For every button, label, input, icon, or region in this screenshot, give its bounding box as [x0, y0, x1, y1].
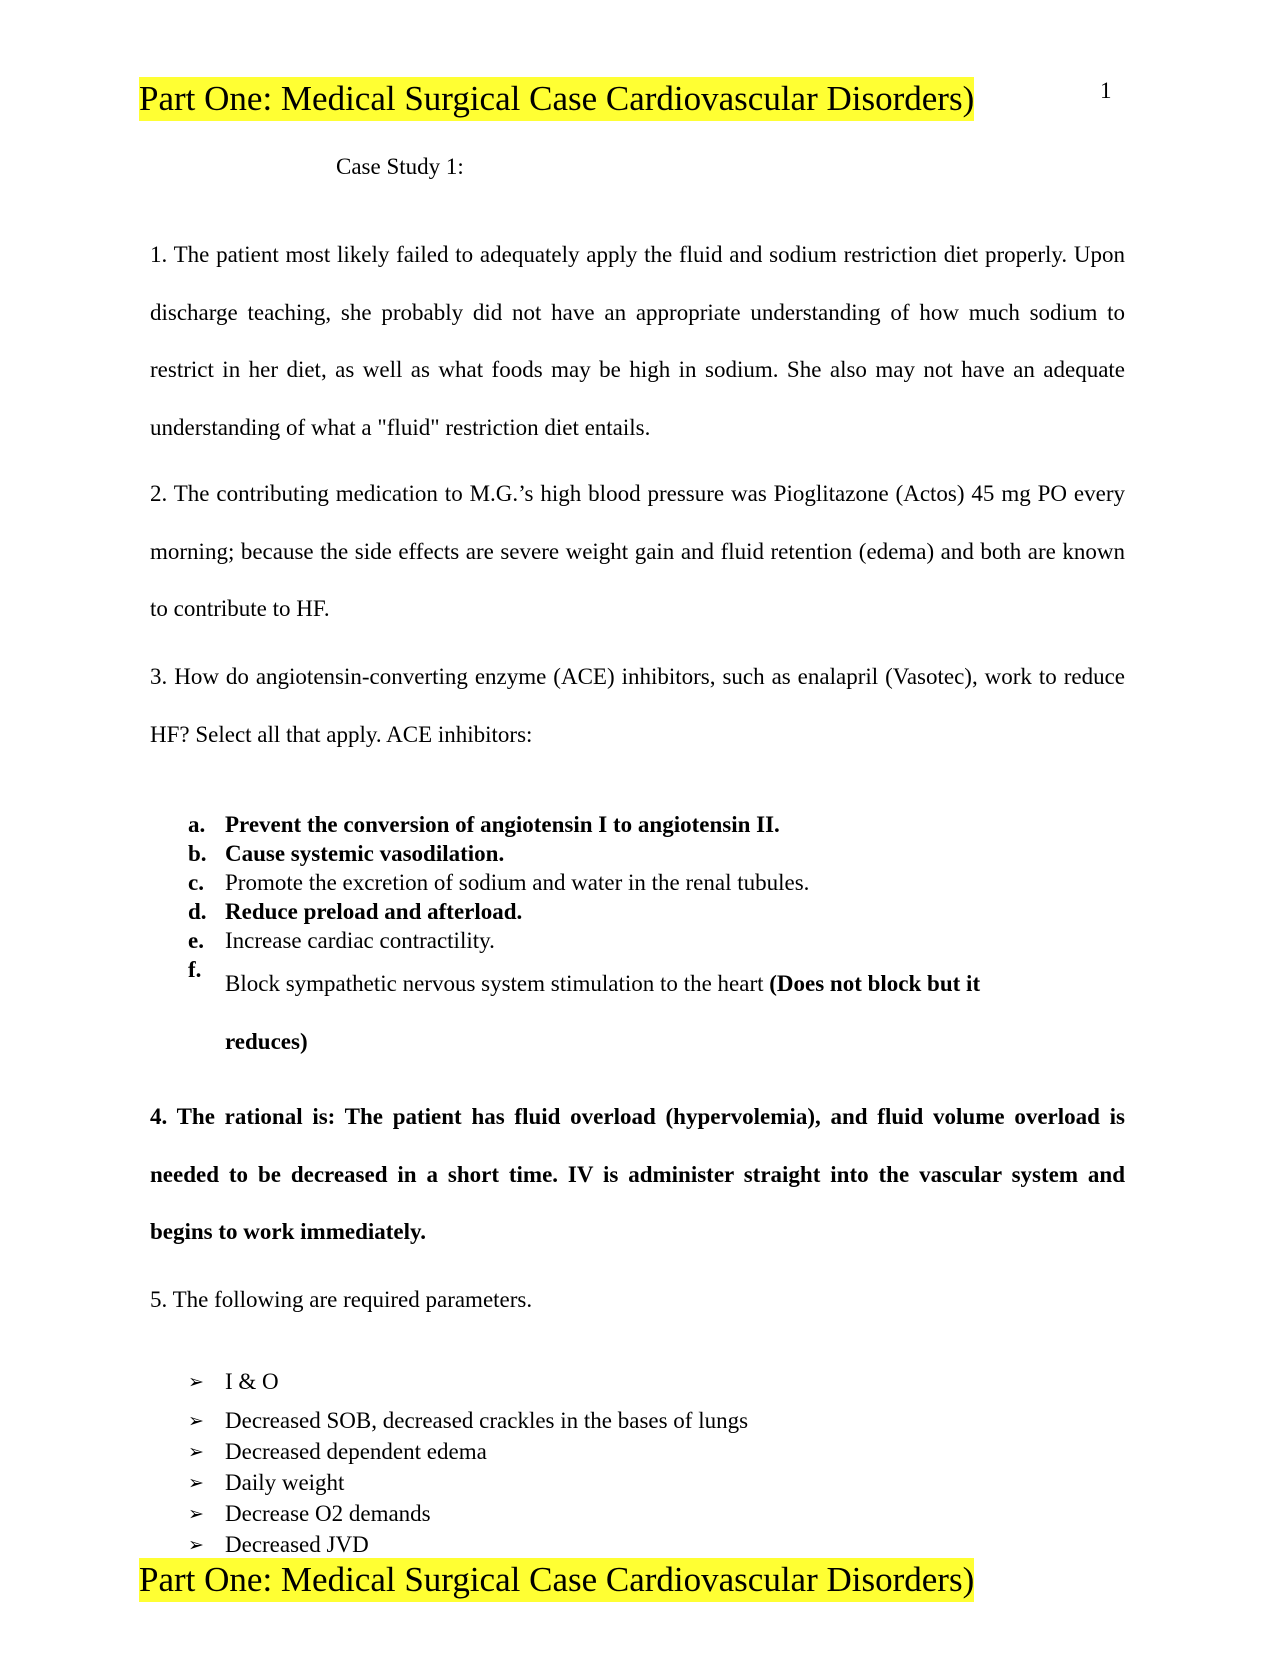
parameter-item: ➢ Decreased JVD	[150, 1529, 1125, 1560]
option-text: Reduce preload and afterload.	[225, 899, 523, 924]
option-text: Increase cardiac contractility.	[225, 928, 495, 953]
ace-options-list	[150, 810, 1125, 1070]
parameter-item: ➢ I & O	[150, 1366, 1125, 1397]
parameter-item: ➢ Decreased SOB, decreased crackles in the bases of lungs	[150, 1405, 1125, 1436]
option-d	[150, 897, 1125, 926]
option-marker: e.	[188, 928, 204, 953]
arrow-bullet-icon: ➢	[188, 1503, 204, 1525]
parameters-list	[150, 1366, 1125, 1560]
option-marker: a.	[188, 812, 206, 837]
case-study-title: Case Study 1:	[336, 154, 464, 179]
option-text: Cause systemic vasodilation.	[225, 841, 505, 866]
parameter-item: ➢ Daily weight	[150, 1467, 1125, 1498]
option-text: Block sympathetic nervous system stimulation to the heart	[225, 971, 764, 996]
option-marker: d.	[188, 899, 207, 924]
answer-5-intro: 5. The following are required parameters.	[150, 1287, 533, 1312]
arrow-bullet-icon: ➢	[188, 1410, 204, 1432]
option-c	[150, 868, 1125, 897]
option-text: Prevent the conversion of angiotensin I to angiotensin II.	[225, 812, 780, 837]
running-footer: Part One: Medical Surgical Case Cardiovascular Disorders)	[139, 1558, 974, 1602]
answer-2: 2. The contributing medication to M.G.’s high blood pressure was Pioglitazone (Actos) 45 mg PO every morning; because the side effects are severe weight gain and fluid retention (edema) and both are known to contribute to HF.	[150, 481, 1125, 621]
option-a	[150, 810, 1125, 839]
arrow-bullet-icon: ➢	[188, 1472, 204, 1494]
arrow-bullet-icon: ➢	[188, 1534, 204, 1556]
option-text: Promote the excretion of sodium and water in the renal tubules.	[225, 870, 810, 895]
running-header: Part One: Medical Surgical Case Cardiovascular Disorders)	[139, 77, 974, 121]
page-number: 1	[1100, 78, 1112, 103]
answer-1: 1. The patient most likely failed to adequately apply the fluid and sodium restriction diet properly. Upon discharge teaching, she probably did not have an appropriate understanding of how much sodium to restrict in her diet, as well as what foods may be high in sodium. She also may not have an adequate understanding of what a "fluid" restriction diet entails.	[150, 242, 1125, 440]
option-f	[150, 955, 1125, 1070]
option-note: (Does not block but it reduces)	[225, 971, 981, 1054]
option-e	[150, 926, 1125, 955]
option-b	[150, 839, 1125, 868]
arrow-bullet-icon: ➢	[188, 1371, 204, 1393]
option-marker: f.	[188, 957, 202, 982]
arrow-bullet-icon: ➢	[188, 1441, 204, 1463]
parameter-item: ➢ Decreased dependent edema	[150, 1436, 1125, 1467]
option-marker: b.	[188, 841, 207, 866]
option-marker: c.	[188, 870, 204, 895]
answer-4: 4. The rational is: The patient has fluid overload (hypervolemia), and fluid volume overload is needed to be decreased in a short time. IV is administer straight into the vascular system and begins to work immediately.	[150, 1104, 1125, 1244]
parameter-item: ➢ Decrease O2 demands	[150, 1498, 1125, 1529]
answer-3-question: 3. How do angiotensin-converting enzyme (ACE) inhibitors, such as enalapril (Vasotec), work to reduce HF? Select all that apply. ACE inhibitors:	[150, 664, 1125, 747]
